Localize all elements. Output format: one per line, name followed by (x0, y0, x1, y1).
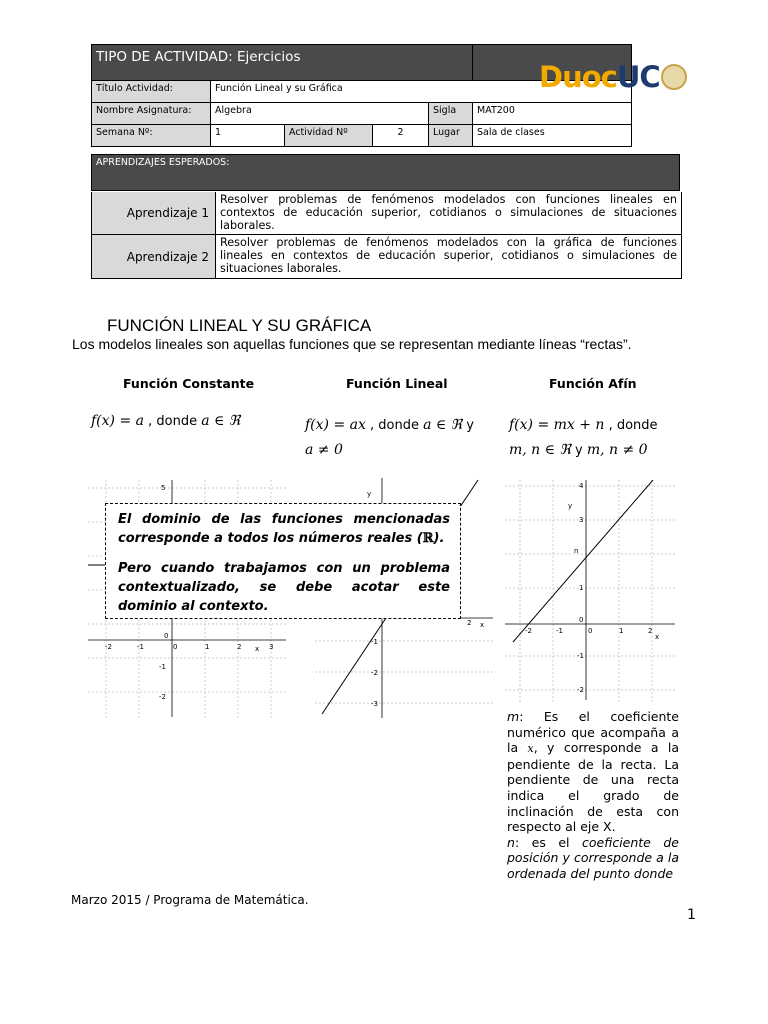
grid (315, 641, 493, 703)
tick-label: 2 (467, 619, 472, 627)
formula-sep: , donde (143, 414, 202, 429)
formula-afin (509, 413, 689, 463)
footer-text: Marzo 2015 / Programa de Matemática. (71, 893, 309, 907)
n-symbol: n (507, 834, 515, 850)
n-italic-text: coeficiente de posición y corresponde a la ordenada del punto donde (507, 834, 679, 881)
formula-expr: f(x) = a (91, 413, 144, 429)
grid (505, 480, 677, 702)
page-subtitle: Los modelos lineales son aquellas funciones que se representan mediante líneas “rectas”. (72, 336, 632, 352)
heading-constante: Función Constante (123, 376, 255, 391)
tick-label: -2 (105, 643, 112, 651)
heading-afin: Función Afín (549, 376, 637, 391)
formula-cond2: m, n ≠ 0 (586, 442, 648, 458)
activity-type: TIPO DE ACTIVIDAD: Ejercicios (92, 45, 473, 81)
page-number: 1 (687, 907, 696, 923)
formula-sep: , donde (365, 418, 424, 433)
formula-cond2: a ≠ 0 (305, 442, 343, 458)
tick-label: -1 (577, 652, 584, 660)
m-text: , y corresponde a la pendiente de la recta. La pendiente de una recta indica el grado de inclinación de esta con respecto al eje X. (507, 740, 679, 835)
note-paragraph (118, 510, 450, 548)
note-text: ). (433, 531, 445, 546)
formula-cond: a ∈ ℜ (423, 417, 463, 433)
x-label: x (655, 633, 660, 641)
lugar-value: Sala de clases (473, 125, 632, 147)
formula-sep: , donde (604, 418, 658, 433)
titulo-label: Título Actividad: (92, 81, 211, 103)
real-numbers-symbol: ℝ (422, 531, 434, 546)
n-text: : es el (514, 834, 583, 850)
explanation-text (507, 709, 679, 882)
x-label: x (480, 621, 485, 629)
aprendizaje-label: Aprendizaje 2 (92, 235, 216, 278)
titulo-value: Función Lineal y su Gráfica (211, 81, 632, 103)
n-label: n (574, 547, 579, 555)
lugar-label: Lugar (429, 125, 473, 147)
formula-expr: f(x) = mx + n (509, 417, 605, 433)
tick-label: 3 (269, 643, 274, 651)
heading-lineal: Función Lineal (346, 376, 448, 391)
asignatura-label: Nombre Asignatura: (92, 103, 211, 125)
tick-label: -2 (159, 693, 166, 701)
tick-label: 1 (579, 584, 584, 592)
actividad-label: Actividad Nº (285, 125, 373, 147)
actividad-value: 2 (373, 125, 429, 147)
tick-label: -1 (556, 627, 563, 635)
tick-label: -2 (577, 686, 584, 694)
tick-label: -3 (371, 700, 378, 708)
m-symbol: m (507, 709, 520, 724)
tick-label: 0 (173, 643, 178, 651)
semana-label: Semana Nº: (92, 125, 211, 147)
note-paragraph: Pero cuando trabajamos con un problema contextualizado, se debe acotar este dominio al contexto. (118, 561, 450, 614)
logo-duoc: Duoc (539, 60, 617, 94)
formula-cond: a ∈ ℜ (201, 413, 241, 429)
tick-label: 0 (579, 616, 584, 624)
tick-label: 1 (205, 643, 210, 651)
aprendizaje-text: Resolver problemas de fenómenos modelados con la gráfica de funciones lineales en contextos de educación superior, cotidianos o simulaciones de situaciones laborales. (220, 236, 677, 275)
m-text: : Es el coeficiente numérico que acompaña a la (507, 709, 679, 756)
formula-cond: m, n ∈ ℜ (509, 442, 571, 458)
domain-note (105, 503, 461, 619)
semana-value: 1 (211, 125, 285, 147)
sigla-label: Sigla (429, 103, 473, 125)
formula-constante (91, 413, 240, 429)
logo-uc: UC (616, 60, 660, 94)
duoc-uc-logo (539, 60, 687, 94)
tick-label: 5 (161, 484, 166, 492)
page-title: FUNCIÓN LINEAL Y SU GRÁFICA (107, 316, 372, 335)
aprendizaje-text: Resolver problemas de fenómenos modelados con funciones lineales en contextos de educación superior, cotidianos o simulaciones de situaciones laborales. (220, 193, 677, 232)
y-label: y (367, 490, 372, 498)
tick-label: -2 (371, 669, 378, 677)
aprendizaje-label: Aprendizaje 1 (92, 192, 216, 234)
tick-label: 0 (164, 632, 169, 640)
tick-label: -1 (159, 663, 166, 671)
formula-y: y (462, 418, 474, 433)
seal-icon (661, 64, 687, 90)
formula-expr: f(x) = ax (305, 417, 366, 433)
tick-label: 2 (648, 627, 653, 635)
x-symbol: x (527, 742, 534, 756)
aprendizajes-table (91, 192, 682, 279)
tick-label: 1 (619, 627, 624, 635)
graph-afin (505, 480, 677, 702)
aprendizaje-row (92, 235, 681, 278)
tick-label: 3 (579, 516, 584, 524)
tick-label: -1 (137, 643, 144, 651)
tick-label: -1 (371, 638, 378, 646)
aprendizaje-row (92, 192, 681, 235)
tick-label: 0 (588, 627, 593, 635)
tick-label: -2 (525, 627, 532, 635)
asignatura-value: Algebra (211, 103, 429, 125)
note-text: El dominio de las funciones mencionadas corresponde a todos los números reales ( (118, 512, 450, 546)
aprendizajes-header: APRENDIZAJES ESPERADOS: (91, 154, 680, 191)
tick-label: 4 (579, 482, 584, 490)
y-label: y (568, 502, 573, 510)
formula-lineal (305, 413, 485, 463)
formula-y: y (570, 443, 587, 458)
x-label: x (255, 645, 260, 653)
tick-label: 2 (237, 643, 242, 651)
sigla-value: MAT200 (473, 103, 632, 125)
